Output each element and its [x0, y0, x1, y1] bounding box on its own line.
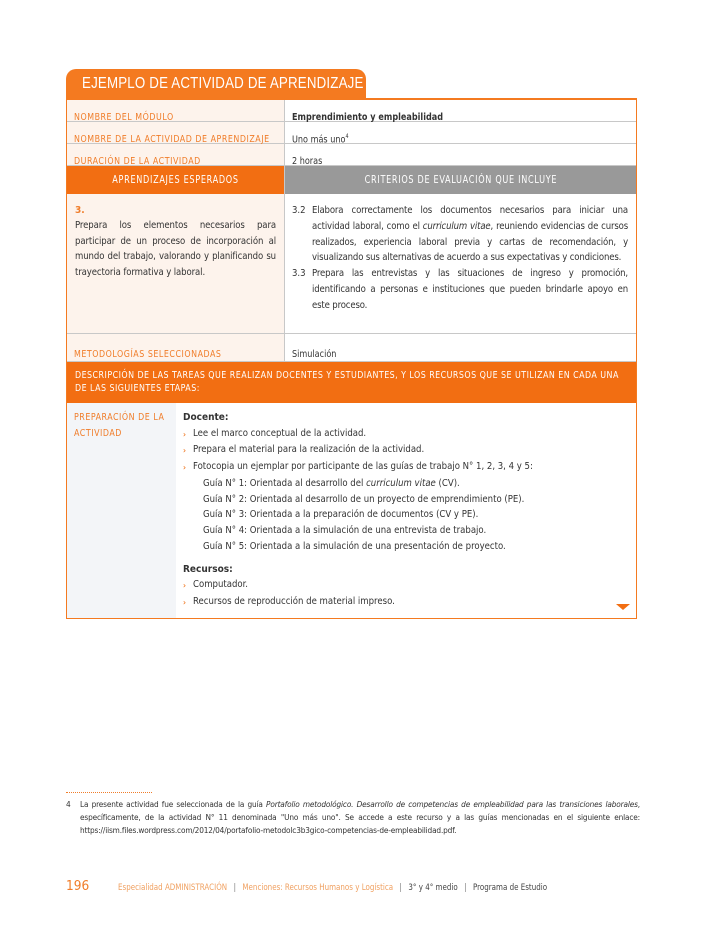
header-criterios: CRITERIOS DE EVALUACIÓN QUE INCLUYE [364, 174, 557, 186]
page-footer: 196 Especialidad ADMINISTRACIÓN | Menciones: Recursos Humanos y Logística | 3° y 4° medio | Programa de Estudio [66, 878, 548, 894]
criterio-item [292, 266, 628, 313]
aprendizaje-text: Prepara los elementos necesarios para participar de un proceso de incorporación al mundo del trabajo, valorando y planificando su trayectoria formativa y laboral. [75, 220, 276, 278]
chevron-right-icon: › [183, 463, 186, 473]
docente-item: › Prepara el material para la realización de la actividad. [183, 442, 628, 459]
row-duration [67, 144, 636, 166]
criterio-text-end: , reuniendo evidencias de cursos realizados, experiencia laboral previa y cartas de recomendación, y visualizando sus alternativas de acuerdo a sus expectativas y condiciones. [312, 220, 629, 264]
activity-name-value: Uno más uno [292, 134, 346, 145]
duration-label: DURACIÓN DE LA ACTIVIDAD [74, 156, 201, 167]
docente-item: › Fotocopia un ejemplar por participante de las guías de trabajo N° 1, 2, 3, 4 y 5: [183, 459, 628, 476]
docente-heading: Docente: [183, 412, 229, 423]
activity-name-label: NOMBRE DE LA ACTIVIDAD DE APRENDIZAJE [74, 134, 270, 145]
page-number: 196 [66, 878, 90, 894]
footer-menciones: Menciones: Recursos Humanos y Logística [242, 883, 394, 893]
description-banner [67, 362, 636, 403]
footer-nivel: 3° y 4° medio [408, 883, 458, 893]
recurso-item: › Computador. [183, 577, 628, 594]
recursos-heading: Recursos: [183, 563, 233, 575]
guia-item: Guía N° 2: Orientada al desarrollo de un proyecto de emprendimiento (PE). [203, 493, 525, 505]
continue-triangle-icon [616, 604, 630, 610]
guia-item: Guía N° 4: Orientada a la simulación de una entrevista de trabajo. [203, 525, 487, 537]
chevron-right-icon: › [183, 429, 186, 439]
header-aprendizajes: APRENDIZAJES ESPERADOS [112, 174, 239, 186]
criterio-italic: curriculum vitae [422, 220, 491, 232]
recurso-item: › Recursos de reproducción de material impreso. [183, 594, 628, 611]
preparacion-label: PREPARACIÓN DE LA ACTIVIDAD [74, 412, 165, 439]
section-title: EJEMPLO DE ACTIVIDAD DE APRENDIZAJE [82, 75, 364, 92]
row-module-name [67, 100, 636, 122]
row-preparacion [67, 403, 636, 618]
footnote-ref[interactable]: 4 [345, 132, 349, 140]
guia-item: Guía N° 1: Orientada al desarrollo del curriculum vitae (CV). [203, 477, 460, 489]
guia-item: Guía N° 3: Orientada a la preparación de documentos (CV y PE). [203, 509, 479, 521]
module-name-value: Emprendimiento y empleabilidad [292, 112, 444, 123]
guia-item: Guía N° 5: Orientada a la simulación de una presentación de proyecto. [203, 541, 506, 553]
footnote-source-title: Portafolio metodológico. Desarrollo de competencias de empleabilidad para las transiciones laborales [266, 799, 638, 809]
duration-value: 2 horas [292, 156, 323, 167]
footnote-number: 4 [66, 799, 71, 809]
chevron-right-icon: › [183, 446, 186, 456]
chevron-right-icon: › [183, 598, 186, 608]
docente-item: › Lee el marco conceptual de la actividad. [183, 426, 628, 443]
metodologias-value: Simulación [292, 349, 337, 360]
row-activity-name [67, 122, 636, 144]
aprendizaje-number: 3. [75, 205, 85, 216]
module-name-label: NOMBRE DEL MÓDULO [74, 112, 174, 123]
column-headers [67, 166, 636, 194]
description-text: DESCRIPCIÓN DE LAS TAREAS QUE REALIZAN DOCENTES Y ESTUDIANTES, Y LOS RECURSOS QUE SE UTILIZAN EN CADA UNA DE LAS SIGUIENTES ETAPAS: [75, 370, 619, 394]
criterio-number: 3.2 [292, 205, 306, 216]
footnote-separator [66, 792, 152, 793]
footer-especialidad: Especialidad ADMINISTRACIÓN [118, 883, 228, 893]
chevron-right-icon: › [183, 581, 186, 591]
footnote: 4 La presente actividad fue seleccionada de la guía Portafolio metodológico. Desarrollo de competencias de empleabilidad para las transiciones laborales, específicamente, de la actividad N° 11 denominada "Uno más uno". Se accede a este recurso y a las guías mencionadas en el siguiente enlace: https://iism.files.wordpress.com/2012/04/portafolio-metodolc3b3gico-competencias-de-empleabilidad.pdf. [66, 798, 640, 838]
activity-table [66, 98, 637, 619]
criterio-item [292, 203, 628, 266]
row-metodologias [67, 334, 636, 362]
criterio-text: Prepara las entrevistas y las situaciones de ingreso y promoción, identificando a personas e instituciones que pueden brindarle apoyo en este proceso. [312, 268, 628, 311]
metodologias-label: METODOLOGÍAS SELECCIONADAS [74, 349, 222, 360]
criterio-number: 3.3 [292, 268, 306, 280]
footer-programa: Programa de Estudio [472, 883, 548, 893]
footnote-link[interactable]: https://iism.files.wordpress.com/2012/04/portafolio-metodolc3b3gico-competencias-de-empleabilidad.pdf [80, 825, 455, 836]
section-tab [66, 69, 366, 99]
row-aprendizaje [67, 194, 636, 334]
criterio-text: Elabora correctamente los documentos necesarios para iniciar una actividad laboral, como el [312, 205, 628, 232]
